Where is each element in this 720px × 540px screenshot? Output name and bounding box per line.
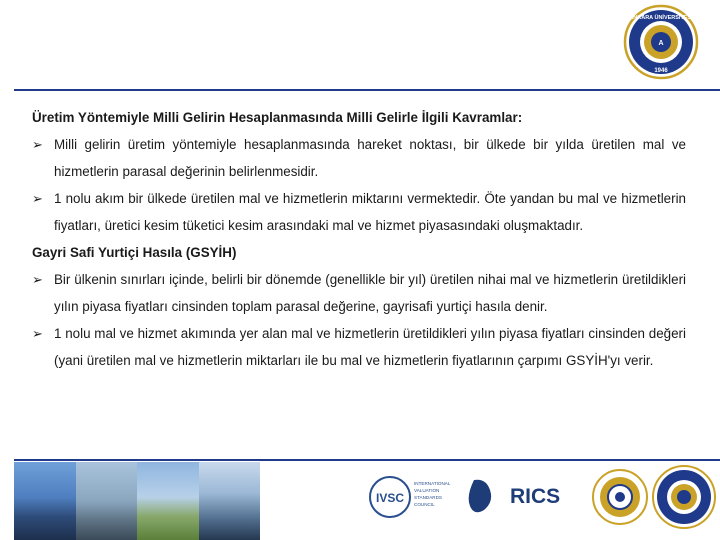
bottom-divider [14, 459, 720, 461]
section-heading-production-method: Üretim Yöntemiyle Milli Gelirin Hesaplanmasında Milli Gelirle İlgili Kavramlar: [32, 110, 523, 125]
landscape-photo [137, 462, 199, 540]
seal-logo-1 [593, 470, 647, 524]
arrow-bullet-icon: ➢ [32, 191, 43, 206]
arrow-bullet-icon: ➢ [32, 272, 43, 287]
svg-text:A: A [658, 40, 664, 47]
bullet-item: ➢ 1 nolu mal ve hizmet akımında yer alan mal ve hizmetlerin üretildikleri yılın piyasa fiyatları cinsinden değeri (yani üretilen mal ve hizmetlerin miktarları ile bu mal ve hizmetlerin fiyatlarının çarpımı GSYİH'yı verir. [32, 320, 686, 374]
bullet-item: ➢ Bir ülkenin sınırları içinde, belirli bir dönemde (genellikle bir yıl) üretilen nihai mal ve hizmetlerin üretildikleri yılın piyasa fiyatları cinsinden toplam parasal değerine, gayrisafi yurtiçi hasıla denir. [32, 266, 686, 320]
university-seal-logo [623, 4, 699, 80]
svg-text:INTERNATIONAL: INTERNATIONAL [414, 481, 451, 486]
city-skyline-photo [14, 462, 76, 540]
skyscraper-photo [199, 462, 261, 540]
slide-content [32, 104, 686, 374]
ivsc-logo [370, 477, 451, 517]
svg-text:IVSC: IVSC [375, 491, 405, 505]
partner-logos [362, 462, 720, 540]
city-photo-strip [14, 462, 260, 540]
section-heading-gdp: Gayri Safi Yurtiçi Hasıla (GSYİH) [32, 245, 237, 260]
tower-photo [76, 462, 138, 540]
top-divider [14, 89, 720, 91]
svg-text:VALUATION: VALUATION [414, 488, 440, 493]
bullet-item: ➢ 1 nolu akım bir ülkede üretilen mal ve hizmetlerin miktarını vermektedir. Öte yandan bu mal ve hizmetlerin fiyatları, üretici kesim tüketici kesim arasındaki mal ve hizmet piyasasındaki oluşmaktadır. [32, 185, 686, 239]
bullet-item: ➢ Milli gelirin üretim yöntemiyle hesaplanmasında hareket noktası, bir ülkede bir yılda üretilen mal ve hizmetlerin parasal değerinin belirlenmesidir. [32, 131, 686, 185]
arrow-bullet-icon: ➢ [32, 137, 43, 152]
footer-banner [0, 462, 720, 540]
svg-text:RICS: RICS [510, 485, 561, 508]
seal-text: ANKARA ÜNİVERSİTESİ [629, 15, 693, 21]
svg-text:STANDARDS: STANDARDS [414, 495, 442, 500]
svg-text:COUNCIL: COUNCIL [414, 502, 435, 507]
seal-logo-2 [653, 466, 715, 528]
rics-logo [469, 480, 561, 513]
seal-year: 1946 [654, 68, 668, 74]
arrow-bullet-icon: ➢ [32, 326, 43, 341]
